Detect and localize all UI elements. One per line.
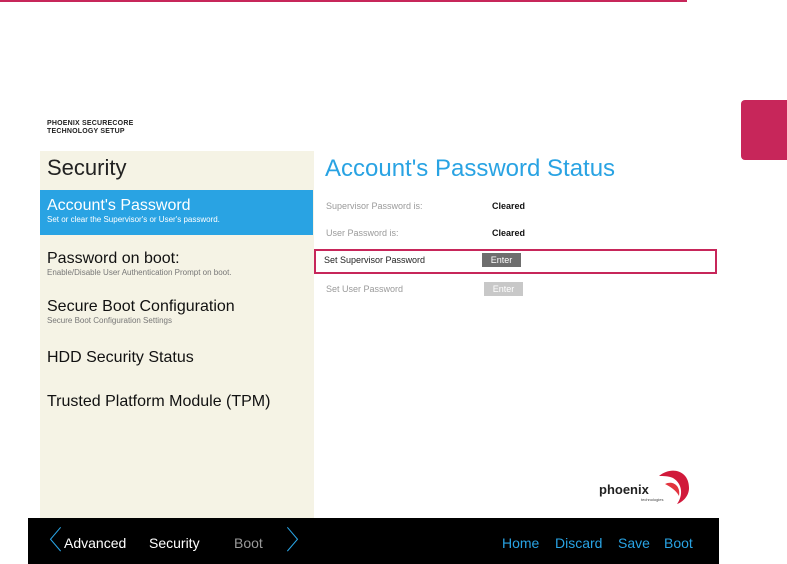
menu-item-trusted-platform-module[interactable]: [40, 392, 313, 411]
row-label: Supervisor Password is:: [326, 201, 423, 211]
menu-item-secure-boot-configuration[interactable]: [40, 297, 313, 326]
menu-item-desc: Set or clear the Supervisor's or User's password.: [47, 215, 220, 224]
section-title: Security: [47, 155, 127, 180]
menu-item-title: Trusted Platform Module (TPM): [47, 393, 271, 410]
save-button[interactable]: Save: [618, 535, 650, 551]
brand-line-1: PHOENIX SECURECORE: [47, 120, 134, 127]
discard-button[interactable]: Discard: [555, 535, 603, 551]
enter-user-password-button: Enter: [484, 282, 523, 296]
menu-item-title: HDD Security Status: [47, 349, 194, 366]
chevron-left-icon[interactable]: 〈: [36, 525, 63, 555]
brand-line-2: TECHNOLOGY SETUP: [47, 128, 125, 135]
logo-subtext: technologies: [641, 497, 664, 502]
menu-item-accounts-password[interactable]: [40, 190, 313, 235]
set-supervisor-password-row[interactable]: [314, 249, 717, 274]
flame-icon: [655, 466, 695, 506]
home-button[interactable]: Home: [502, 535, 540, 551]
row-value: Cleared: [492, 228, 526, 238]
top-accent-line: [0, 0, 687, 2]
logo-word: phoenix: [599, 482, 649, 497]
chevron-right-icon[interactable]: 〉: [286, 525, 313, 555]
menu-item-password-on-boot[interactable]: [40, 249, 313, 278]
phoenix-logo: [599, 466, 699, 506]
tab-advanced[interactable]: Advanced: [64, 535, 127, 551]
row-value: Cleared: [492, 201, 526, 211]
supervisor-password-status-row: [316, 195, 716, 219]
left-menu-panel: [40, 151, 314, 518]
menu-item-title: Account's Password: [47, 197, 191, 214]
menu-item-title: Secure Boot Configuration: [47, 298, 235, 315]
bottom-navigation-bar: [28, 518, 719, 564]
brand-title: [47, 120, 133, 136]
row-label: Set User Password: [326, 284, 404, 294]
enter-supervisor-password-button[interactable]: Enter: [482, 253, 521, 267]
row-label: Set Supervisor Password: [324, 255, 426, 265]
user-password-status-row: [316, 222, 716, 246]
page-title: Account's Password Status: [325, 155, 616, 182]
menu-item-title: Password on boot:: [47, 250, 180, 267]
tab-boot[interactable]: Boot: [234, 535, 263, 551]
side-accent-tab: [741, 100, 787, 160]
boot-button[interactable]: Boot: [664, 535, 693, 551]
menu-item-desc: Enable/Disable User Authentication Prompt on boot.: [47, 268, 232, 277]
menu-item-desc: Secure Boot Configuration Settings: [47, 316, 172, 325]
tab-security[interactable]: Security: [149, 535, 200, 551]
menu-item-hdd-security-status[interactable]: [40, 348, 313, 367]
set-user-password-row: [316, 278, 716, 302]
right-content-panel: [314, 151, 719, 518]
row-label: User Password is:: [326, 228, 399, 238]
